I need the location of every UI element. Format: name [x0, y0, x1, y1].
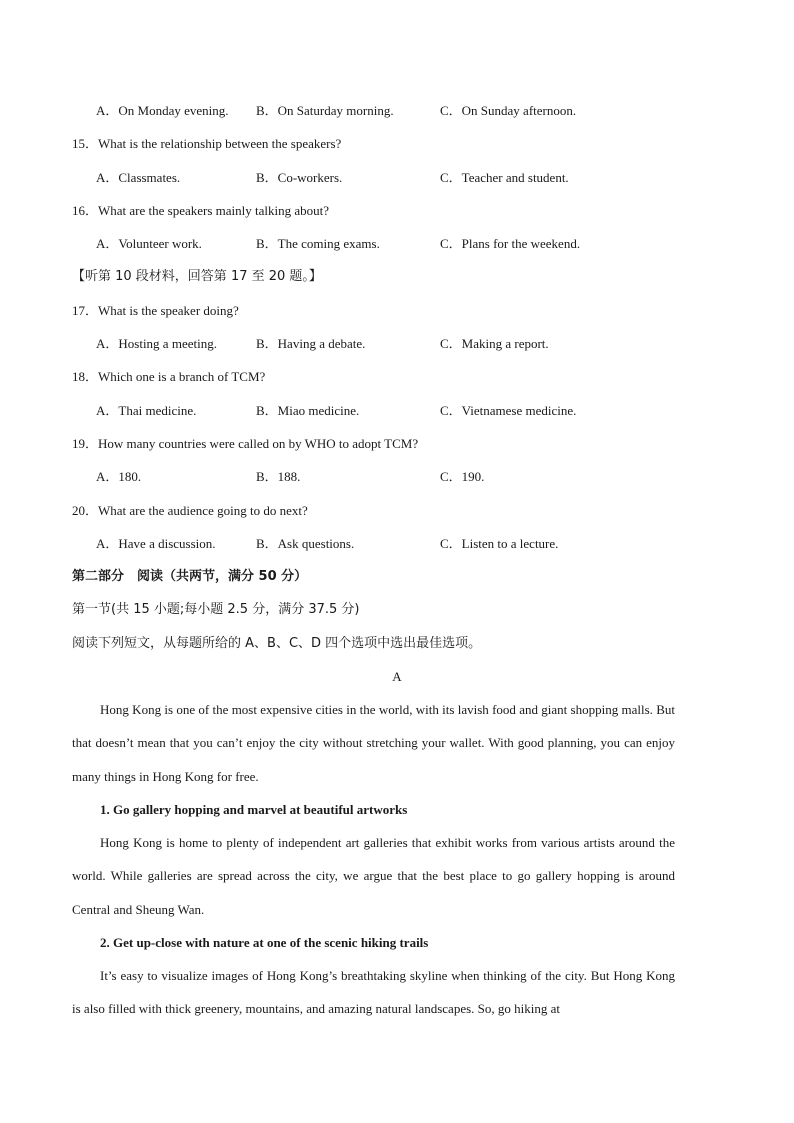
- q14-option-a: A．On Monday evening.: [96, 103, 229, 118]
- q19-option-a: A．180.: [96, 469, 142, 484]
- passage-label: A: [392, 669, 402, 684]
- passage-paragraph-2: Hong Kong is home to plenty of independent art galleries that exhibit works from various artists around the world. While galleries are spread across the city, we argue that the best place to go gallery hopping is around Central and Sheung Wan.: [72, 835, 675, 917]
- q15-option-b: B．Co-workers.: [256, 170, 343, 185]
- q15-stem: 15．What is the relationship between the speakers?: [72, 136, 342, 151]
- passage-heading-2: 2. Get up-close with nature at one of the scenic hiking trails: [100, 935, 429, 950]
- q20-option-b: B．Ask questions.: [256, 536, 355, 551]
- q19-stem: 19．How many countries were called on by WHO to adopt TCM?: [72, 436, 419, 451]
- q18-stem: 18．Which one is a branch of TCM?: [72, 369, 266, 384]
- q15-option-a: A．Classmates.: [96, 170, 181, 185]
- reading-instruction: 阅读下列短文，从每题所给的 A、B、C、D 四个选项中选出最佳选项。: [72, 636, 482, 651]
- q16-option-a: A．Volunteer work.: [96, 236, 202, 251]
- q19-option-c: C．190.: [440, 469, 485, 484]
- passage-paragraph-1: Hong Kong is one of the most expensive cities in the world, with its lavish food and giant shopping malls. But that doesn’t mean that you can’t enjoy the city without stretching your wallet. With good planning, you can enjoy many things in Hong Kong for free.: [72, 702, 675, 784]
- section-one-title: 第一节(共 15 小题;每小题 2.5 分，满分 37.5 分): [72, 602, 360, 617]
- passage-paragraph-3: It’s easy to visualize images of Hong Kong’s breathtaking skyline when thinking of the city. But Hong Kong is also filled with thick greenery, mountains, and amazing natural landscapes. So, go hiking at: [72, 968, 675, 1017]
- section-10-note: 【听第 10 段材料，回答第 17 至 20 题。】: [72, 269, 322, 284]
- q20-option-c: C．Listen to a lecture.: [440, 536, 559, 551]
- q17-option-b: B．Having a debate.: [256, 336, 366, 351]
- q15-option-c: C．Teacher and student.: [440, 170, 569, 185]
- q17-stem: 17．What is the speaker doing?: [72, 303, 239, 318]
- q18-option-a: A．Thai medicine.: [96, 403, 197, 418]
- q20-option-a: A．Have a discussion.: [96, 536, 216, 551]
- part-two-title: 第二部分 阅读（共两节，满分 50 分）: [72, 569, 308, 584]
- q14-option-c: C．On Sunday afternoon.: [440, 103, 577, 118]
- passage-heading-1: 1. Go gallery hopping and marvel at beautiful artworks: [100, 802, 408, 817]
- q16-stem: 16．What are the speakers mainly talking about?: [72, 203, 330, 218]
- q19-option-b: B．188.: [256, 469, 301, 484]
- q18-option-b: B．Miao medicine.: [256, 403, 360, 418]
- q20-stem: 20．What are the audience going to do next?: [72, 503, 308, 518]
- q16-option-b: B．The coming exams.: [256, 236, 380, 251]
- q18-option-c: C．Vietnamese medicine.: [440, 403, 577, 418]
- q17-option-c: C．Making a report.: [440, 336, 549, 351]
- q16-option-c: C．Plans for the weekend.: [440, 236, 581, 251]
- q14-option-b: B．On Saturday morning.: [256, 103, 394, 118]
- q17-option-a: A．Hosting a meeting.: [96, 336, 217, 351]
